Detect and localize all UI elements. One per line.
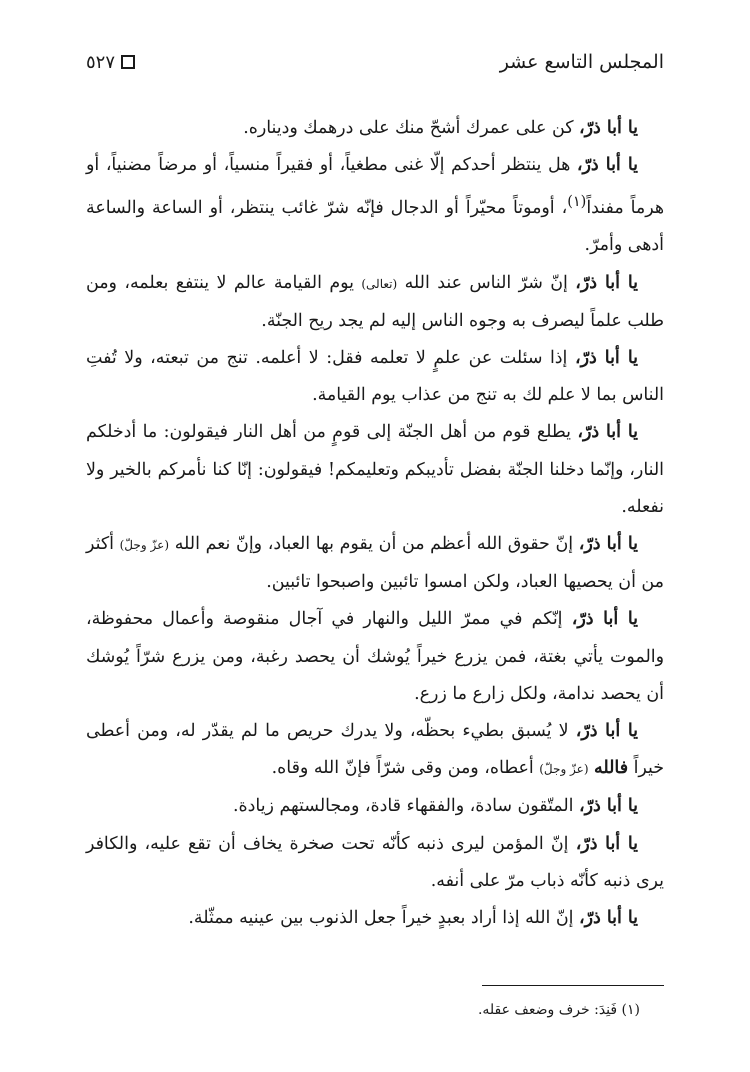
main-text <box>86 110 664 937</box>
paragraph <box>86 713 664 788</box>
paragraph-lead: يا أبا ذرّ، <box>578 534 638 555</box>
paragraph-text: إنّ المؤمن ليرى ذنبه كأنّه تحت صخرة يخاف أن تقع عليه، والكافر يرى ذنبه كأنّه ذباب مرّ على أنفه. <box>86 833 664 891</box>
paragraph-lead: يا أبا ذرّ، <box>574 348 638 369</box>
paragraph-lead: يا أبا ذرّ، <box>575 833 638 854</box>
paragraph-text: (عزّ وجلّ) <box>539 762 589 777</box>
paragraph <box>86 526 664 601</box>
footnote: (١) فَنِدَ: خرف وضعف عقله. <box>477 1002 640 1018</box>
paragraph <box>86 340 664 414</box>
paragraph <box>86 265 664 340</box>
running-title: المجلس التاسع عشر <box>499 51 664 73</box>
page-number-block <box>86 52 135 73</box>
paragraph-text: يطلع قوم من أهل الجنّة إلى قومٍ من أهل النار فيقولون: ما أدخلكم النار، وإنّما دخلنا الجنّة بفضل تأديبكم وتعليمكم! فيقولون: إنّا كنا نأمركم بالخير ولا نفعله. <box>86 422 664 517</box>
paragraph-text: المتّقون سادة، والفقهاء قادة، ومجالستهم زيادة. <box>233 796 574 817</box>
paragraph <box>86 900 664 937</box>
paragraph-text: إذا سئلت عن علمٍ لا تعلمه فقل: لا أعلمه. تنج من تبعته، ولا تُفتِ الناس بما لا علم لك به تنج من عذاب يوم القيامة. <box>86 348 664 406</box>
paragraph-lead: يا أبا ذرّ، <box>577 422 638 443</box>
paragraph-text: إنّكم في ممرّ الليل والنهار في آجال منقوصة وأعمال محفوظة، والموت يأتي بغتة، فمن يزرع خيراً يُوشك أن يحصد رغبة، ومن يزرع شرّاً يُوشك أن يحصد ندامة، ولكل زارع ما زرع. <box>86 609 664 704</box>
paragraph-lead: يا أبا ذرّ، <box>575 721 638 742</box>
paragraph-lead: يا أبا ذرّ، <box>579 908 638 929</box>
paragraph-lead: يا أبا ذرّ، <box>571 609 639 630</box>
paragraph <box>86 110 664 147</box>
paragraph-lead: يا أبا ذرّ، <box>575 272 639 293</box>
paragraph-lead: يا أبا ذرّ، <box>579 118 638 138</box>
paragraph-text: (عزّ وجلّ) <box>119 538 170 553</box>
paragraph <box>86 414 664 526</box>
paragraph-text: هل ينتظر أحدكم إلّا غنى مطغياً، أو فقيراً منسياً، أو مرضاً مضنياً، أو هرماً مفنداً <box>86 155 664 219</box>
paragraph-text: إنّ شرّ الناس عند الله <box>397 272 568 293</box>
paragraph-text: يوم القيامة عالم لا ينتفع بعلمه، ومن طلب علماً ليصرف به وجوه الناس إليه لم يجد ريح الجنّة. <box>86 272 664 331</box>
page-header <box>86 44 664 80</box>
paragraph-text: إنّ حقوق الله أعظم من أن يقوم بها العباد، وإنّ نعم الله <box>169 534 574 555</box>
paragraph <box>86 147 664 264</box>
paragraph-lead: يا أبا ذرّ، <box>576 155 638 176</box>
square-icon <box>121 55 135 69</box>
paragraph-text: أكثر من أن يحصيها العباد، ولكن امسوا تائبين واصبحوا تائبين. <box>86 534 664 593</box>
paragraph-text: فالله <box>594 758 629 779</box>
paragraph-text: (تعالى) <box>361 276 398 291</box>
paragraph-text: كن على عمرك أشحّ منك على درهمك وديناره. <box>243 118 574 138</box>
paragraph-text: إنّ الله إذا أراد بعبدٍ خيراً جعل الذنوب بين عينيه ممثّلة. <box>188 908 574 929</box>
paragraph-text: أعطاه، ومن وقى شرّاً فإنّ الله وقاه. <box>271 758 540 779</box>
page-number: ٥٢٧ <box>86 51 116 73</box>
paragraph-lead: يا أبا ذرّ، <box>579 796 638 817</box>
footnote-marker: (١) <box>567 194 587 211</box>
paragraph <box>86 788 664 825</box>
paragraph-text: لا يُسبق بطيء بحظّه، ولا يدرك حريص ما لم يقدّر له، ومن أعطى خيراً <box>86 721 664 779</box>
paragraph <box>86 601 664 713</box>
footnote-divider <box>482 985 664 986</box>
paragraph <box>86 826 664 900</box>
paragraph-text: ، أوموتاً محيّراً أو الدجال فإنّه شرّ غائب ينتظر، أو الساعة والساعة أدهى وأمرّ. <box>86 198 664 256</box>
